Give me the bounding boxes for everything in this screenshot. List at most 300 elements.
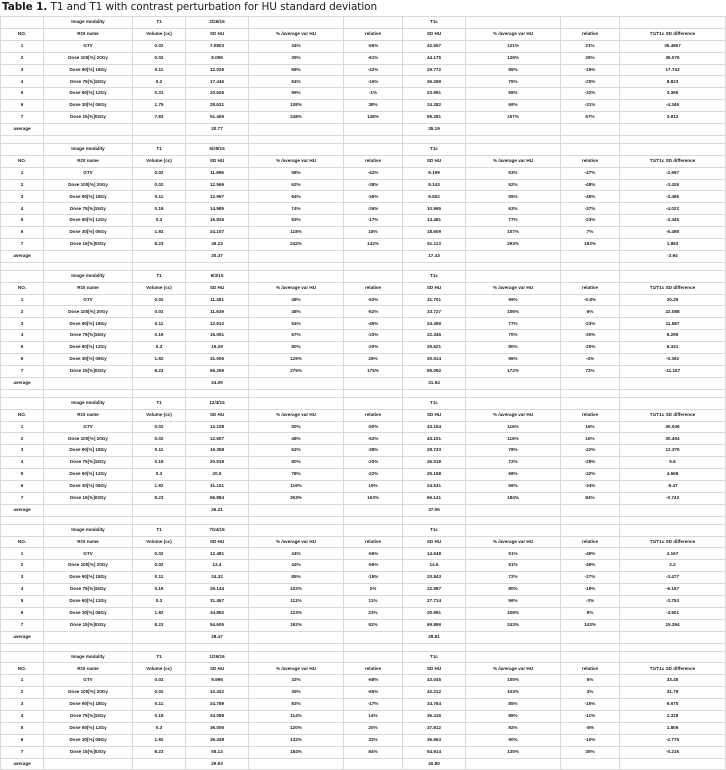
table-row: [1, 492, 726, 504]
table-row: [1, 457, 726, 469]
cell-t1c-sd-hu: 33.727: [403, 306, 466, 318]
empty-cell: [249, 504, 344, 516]
cell-volume: 0.02: [133, 433, 186, 445]
empty-cell: [249, 17, 344, 29]
column-header-row: [1, 28, 726, 40]
spacer-cell: [344, 516, 403, 524]
cell-t1c-sd-hu: 42.557: [403, 40, 466, 52]
cell-t1-relative: 175%: [344, 365, 403, 377]
cell-t1-sd-hu: 36.006: [186, 722, 249, 734]
cell-t1-relative: -17%: [344, 215, 403, 227]
cell-t1c-relative: 26%: [561, 52, 620, 64]
cell-sd-difference: -6.47: [620, 480, 726, 492]
header-no: NO.: [1, 155, 44, 167]
table-row: [1, 607, 726, 619]
cell-volume: 0.31: [133, 88, 186, 100]
cell-roi-name: Dose 60[%] 12Gy: [44, 88, 133, 100]
header-t1c-pct-avg-var-hu: % /average var HU: [466, 155, 561, 167]
spacer-cell: [620, 262, 726, 270]
empty-cell: [561, 17, 620, 29]
cell-sd-difference: -3.426: [620, 179, 726, 191]
cell-t1c-relative: 3%: [561, 687, 620, 699]
spacer-cell: [403, 262, 466, 270]
cell-volume: 0.02: [133, 687, 186, 699]
cell-t1c-pct: 96%: [466, 595, 561, 607]
modality-header-row: [1, 651, 726, 663]
cell-t1-sd-hu: 12.481: [186, 548, 249, 560]
empty-cell: [620, 524, 726, 536]
header-t1-pct-avg-var-hu: % /average var HU: [249, 663, 344, 675]
cell-t1c-pct: 78%: [466, 445, 561, 457]
cell-t1c-pct: 69%: [466, 100, 561, 112]
header-t1c-relative: relative: [561, 282, 620, 294]
cell-t1c-pct: 77%: [466, 215, 561, 227]
cell-t1c-pct: 77%: [466, 318, 561, 330]
cell-t1c-pct: 157%: [466, 112, 561, 124]
empty-cell: [344, 651, 403, 663]
cell-volume: 0.11: [133, 445, 186, 457]
empty-cell: [344, 504, 403, 516]
cell-t1-relative: -16%: [344, 76, 403, 88]
cell-volume: 0.2: [133, 76, 186, 88]
cell-t1c-relative: -30%: [561, 330, 620, 342]
header-t1-group: T1: [133, 143, 186, 155]
cell-sd-difference: 12.375: [620, 445, 726, 457]
cell-t1c-pct: 85%: [466, 699, 561, 711]
cell-sd-difference: -2.775: [620, 734, 726, 746]
modality-header-row: [1, 143, 726, 155]
cell-t1-pct: 74%: [249, 203, 344, 215]
header-image-modality: Image modality: [44, 143, 133, 155]
cell-t1-relative: 11%: [344, 595, 403, 607]
cell-volume: 1.92: [133, 480, 186, 492]
table-row: [1, 100, 726, 112]
spacer-cell: [561, 643, 620, 651]
empty-cell: [133, 758, 186, 770]
empty-cell: [44, 377, 133, 389]
cell-sd-difference: -5.498: [620, 227, 726, 239]
cell-t1c-sd-hu: 18.609: [403, 227, 466, 239]
empty-cell: [133, 124, 186, 136]
cell-roi-name: GTV: [44, 421, 133, 433]
cell-sd-difference: 15.294: [620, 619, 726, 631]
cell-sd-difference: 2.328: [620, 710, 726, 722]
cell-t1-pct: 248%: [249, 112, 344, 124]
cell-t1c-sd-hu: 9.502: [403, 191, 466, 203]
header-t1c-group: T1c: [403, 651, 466, 663]
cell-t1c-sd-hu: 34.764: [403, 699, 466, 711]
cell-roi-name: Dose 30[%] 06Gy: [44, 480, 133, 492]
cell-t1-relative: -50%: [344, 421, 403, 433]
cell-t1c-pct: 90%: [466, 734, 561, 746]
cell-no: 3: [1, 699, 44, 711]
cell-t1-pct: 83%: [249, 699, 344, 711]
cell-t1-relative: 142%: [344, 239, 403, 251]
cell-no: 6: [1, 480, 44, 492]
cell-roi-name: Dose 100[%] 20Gy: [44, 306, 133, 318]
header-roi-name: ROI name: [44, 409, 133, 421]
cell-t1-relative: -52%: [344, 306, 403, 318]
header-t1-relative: relative: [344, 409, 403, 421]
cell-sd-difference: 35.4967: [620, 40, 726, 52]
cell-no: 1: [1, 675, 44, 687]
cell-t1-pct: 67%: [249, 330, 344, 342]
cell-t1-relative: -38%: [344, 179, 403, 191]
header-t1-pct-avg-var-hu: % /average var HU: [249, 409, 344, 421]
header-volume: Volume (cc): [133, 28, 186, 40]
cell-roi-name: Dose 30[%] 06Gy: [44, 100, 133, 112]
cell-volume: 0.02: [133, 52, 186, 64]
table-row: [1, 572, 726, 584]
header-t1-relative: relative: [344, 28, 403, 40]
cell-average-sd-difference: [620, 504, 726, 516]
cell-t1c-sd-hu: 23.991: [403, 88, 466, 100]
spacer-cell: [561, 135, 620, 143]
cell-average-t1-sd-hu: 26.21: [186, 504, 249, 516]
cell-t1c-relative: -32%: [561, 88, 620, 100]
cell-no: 7: [1, 239, 44, 251]
cell-volume: 0.19: [133, 203, 186, 215]
cell-sd-difference: 6.331: [620, 342, 726, 354]
cell-t1c-pct: 108%: [466, 607, 561, 619]
empty-cell: [561, 758, 620, 770]
header-volume: Volume (cc): [133, 282, 186, 294]
empty-cell: [344, 631, 403, 643]
cell-no: 3: [1, 191, 44, 203]
cell-t1-pct: 83%: [249, 215, 344, 227]
cell-roi-name: Dose 90[%] 18Gy: [44, 191, 133, 203]
cell-t1-pct: 62%: [249, 445, 344, 457]
cell-volume: 0.11: [133, 318, 186, 330]
cell-t1-sd-hu: 31.006: [186, 354, 249, 366]
cell-t1-pct: 192%: [249, 619, 344, 631]
table-spacer-row: [1, 643, 726, 651]
cell-t1-pct: 48%: [249, 433, 344, 445]
header-no: NO.: [1, 536, 44, 548]
cell-t1-pct: 62%: [249, 179, 344, 191]
cell-t1c-pct: 121%: [466, 40, 561, 52]
cell-t1-sd-hu: 34.088: [186, 710, 249, 722]
table-row: [1, 330, 726, 342]
cell-volume: 0.3: [133, 342, 186, 354]
cell-t1c-relative: 5%: [561, 675, 620, 687]
empty-cell: [344, 397, 403, 409]
cell-average-t1c-sd-hu: 37.06: [403, 504, 466, 516]
cell-volume: 0.11: [133, 64, 186, 76]
cell-t1c-pct: 53%: [466, 167, 561, 179]
table-row: [1, 40, 726, 52]
block-date: 5/29/15: [186, 143, 249, 155]
cell-average-sd-difference: [620, 377, 726, 389]
table-row: [1, 227, 726, 239]
label-average: average: [1, 377, 44, 389]
cell-sd-difference: -11.167: [620, 365, 726, 377]
spacer-cell: [466, 516, 561, 524]
cell-roi-name: Dose 100[%] 20Gy: [44, 560, 133, 572]
cell-t1c-relative: -23%: [561, 215, 620, 227]
cell-average-sd-difference: [620, 631, 726, 643]
cell-t1-sd-hu: 16.826: [186, 215, 249, 227]
cell-t1c-sd-hu: 20.843: [403, 572, 466, 584]
cell-sd-difference: 2.167: [620, 548, 726, 560]
cell-t1-pct: 48%: [249, 306, 344, 318]
cell-t1c-pct: 92%: [466, 722, 561, 734]
cell-roi-name: Dose 100[%] 20Gy: [44, 433, 133, 445]
cell-t1c-sd-hu: 9.143: [403, 179, 466, 191]
spacer-cell: [403, 516, 466, 524]
header-volume: Volume (cc): [133, 536, 186, 548]
data-table: [0, 16, 726, 770]
cell-t1c-pct: 72%: [466, 572, 561, 584]
header-t1-sd-hu: SD HU: [186, 409, 249, 421]
header-sd-difference: T1/T1c SD difference: [620, 282, 726, 294]
header-volume: Volume (cc): [133, 155, 186, 167]
cell-t1-relative: -52%: [344, 294, 403, 306]
cell-t1-relative: -22%: [344, 469, 403, 481]
cell-t1c-pct: 80%: [466, 342, 561, 354]
table-spacer-row: [1, 262, 726, 270]
cell-sd-difference: -3.477: [620, 572, 726, 584]
spacer-cell: [466, 135, 561, 143]
spacer-cell: [249, 262, 344, 270]
cell-t1c-sd-hu: 22.987: [403, 584, 466, 596]
table-row: [1, 734, 726, 746]
modality-header-row: [1, 17, 726, 29]
table-row: [1, 76, 726, 88]
header-t1c-group: T1c: [403, 143, 466, 155]
empty-cell: [561, 504, 620, 516]
spacer-cell: [186, 516, 249, 524]
header-t1c-relative: relative: [561, 409, 620, 421]
cell-no: 3: [1, 445, 44, 457]
cell-t1-sd-hu: 17.446: [186, 76, 249, 88]
cell-t1c-relative: -8%: [561, 722, 620, 734]
empty-cell: [344, 524, 403, 536]
cell-no: 2: [1, 433, 44, 445]
cell-roi-name: Dose 75[%]15Gy: [44, 76, 133, 88]
cell-t1c-pct: 70%: [466, 330, 561, 342]
label-average: average: [1, 250, 44, 262]
cell-t1-pct: 58%: [249, 64, 344, 76]
cell-t1c-relative: 16%: [561, 421, 620, 433]
block-date: 9/3/15: [186, 270, 249, 282]
cell-no: 7: [1, 492, 44, 504]
cell-t1-sd-hu: 12.997: [186, 191, 249, 203]
empty-cell: [249, 250, 344, 262]
cell-t1c-relative: 9%: [561, 607, 620, 619]
cell-t1-relative: -33%: [344, 330, 403, 342]
cell-t1c-sd-hu: 24.499: [403, 318, 466, 330]
cell-average-t1c-sd-hu: 17.43: [403, 250, 466, 262]
empty-cell: [249, 758, 344, 770]
cell-t1-sd-hu: 51.469: [186, 112, 249, 124]
cell-t1c-pct: 63%: [466, 203, 561, 215]
cell-sd-difference: 36.076: [620, 52, 726, 64]
cell-no: 5: [1, 342, 44, 354]
cell-sd-difference: 33.45: [620, 675, 726, 687]
table-row: [1, 699, 726, 711]
empty-cell: [344, 143, 403, 155]
cell-t1c-sd-hu: 10.965: [403, 203, 466, 215]
header-t1-sd-hu: SD HU: [186, 155, 249, 167]
cell-t1c-sd-hu: 25.168: [403, 469, 466, 481]
table-row: [1, 294, 726, 306]
spacer-cell: [186, 643, 249, 651]
cell-no: 4: [1, 203, 44, 215]
cell-t1c-sd-hu: 22.346: [403, 330, 466, 342]
spacer-cell: [1, 389, 44, 397]
cell-volume: 7.83: [133, 112, 186, 124]
header-no: NO.: [1, 282, 44, 294]
cell-t1-pct: 129%: [249, 354, 344, 366]
header-t1-sd-hu: SD HU: [186, 536, 249, 548]
cell-t1c-pct: 89%: [466, 710, 561, 722]
empty-cell: [466, 524, 561, 536]
empty-cell: [44, 250, 133, 262]
cell-no: 4: [1, 710, 44, 722]
cell-volume: 1.92: [133, 227, 186, 239]
cell-roi-name: Dose 90[%] 18Gy: [44, 699, 133, 711]
cell-t1c-sd-hu: 30.991: [403, 607, 466, 619]
cell-t1c-relative: -22%: [561, 445, 620, 457]
cell-t1c-pct: 51%: [466, 560, 561, 572]
cell-no: 6: [1, 734, 44, 746]
header-t1c-sd-hu: SD HU: [403, 409, 466, 421]
header-t1-sd-hu: SD HU: [186, 28, 249, 40]
table-row: [1, 710, 726, 722]
table-row: [1, 342, 726, 354]
cell-roi-name: GTV: [44, 167, 133, 179]
cell-t1-relative: 163%: [344, 492, 403, 504]
spacer-cell: [344, 389, 403, 397]
modality-header-row: [1, 524, 726, 536]
cell-roi-name: Dose 15[%]03Gy: [44, 365, 133, 377]
average-row: [1, 250, 726, 262]
table-row: [1, 619, 726, 631]
header-t1c-group: T1c: [403, 270, 466, 282]
cell-t1c-relative: -27%: [561, 572, 620, 584]
cell-t1-sd-hu: 28.631: [186, 100, 249, 112]
cell-volume: 0.02: [133, 560, 186, 572]
empty-cell: [561, 651, 620, 663]
cell-t1c-relative: 143%: [561, 619, 620, 631]
block-date: 12/3/15: [186, 397, 249, 409]
spacer-cell: [561, 262, 620, 270]
cell-t1-pct: 44%: [249, 548, 344, 560]
header-t1c-relative: relative: [561, 155, 620, 167]
cell-t1c-sd-hu: 26.518: [403, 457, 466, 469]
cell-sd-difference: -3.901: [620, 607, 726, 619]
empty-cell: [44, 504, 133, 516]
cell-no: 6: [1, 354, 44, 366]
spacer-cell: [466, 262, 561, 270]
header-sd-difference: T1/T1c SD difference: [620, 409, 726, 421]
cell-t1-pct: 118%: [249, 227, 344, 239]
cell-t1c-sd-hu: 44.175: [403, 52, 466, 64]
empty-cell: [620, 143, 726, 155]
header-t1-group: T1: [133, 270, 186, 282]
cell-t1c-sd-hu: 9.199: [403, 167, 466, 179]
cell-t1-relative: -61%: [344, 52, 403, 64]
empty-cell: [1, 17, 44, 29]
cell-t1c-sd-hu: 43.154: [403, 421, 466, 433]
cell-t1c-sd-hu: 36.663: [403, 734, 466, 746]
cell-t1-pct: 48%: [249, 294, 344, 306]
table-row: [1, 722, 726, 734]
cell-no: 7: [1, 112, 44, 124]
empty-cell: [620, 270, 726, 282]
cell-t1-sd-hu: 31.467: [186, 595, 249, 607]
column-header-row: [1, 282, 726, 294]
cell-t1-relative: -46%: [344, 318, 403, 330]
average-row: [1, 377, 726, 389]
cell-t1-pct: 54%: [249, 318, 344, 330]
cell-volume: 1.92: [133, 354, 186, 366]
empty-cell: [1, 143, 44, 155]
modality-header-row: [1, 270, 726, 282]
cell-roi-name: GTV: [44, 40, 133, 52]
cell-sd-difference: 2.2: [620, 560, 726, 572]
column-header-row: [1, 155, 726, 167]
header-sd-difference: T1/T1c SD difference: [620, 28, 726, 40]
spacer-cell: [133, 262, 186, 270]
spacer-cell: [1, 135, 44, 143]
spacer-cell: [1, 643, 44, 651]
cell-t1c-relative: 6%: [561, 306, 620, 318]
cell-no: 7: [1, 365, 44, 377]
cell-volume: 0.3: [133, 469, 186, 481]
cell-t1c-sd-hu: 26.269: [403, 76, 466, 88]
cell-t1-relative: -1%: [344, 88, 403, 100]
cell-roi-name: Dose 60[%] 12Gy: [44, 595, 133, 607]
cell-t1-relative: -56%: [344, 560, 403, 572]
cell-no: 4: [1, 76, 44, 88]
cell-no: 7: [1, 746, 44, 758]
cell-volume: 8.23: [133, 619, 186, 631]
header-t1c-group: T1c: [403, 524, 466, 536]
cell-roi-name: Dose 75[%]15Gy: [44, 203, 133, 215]
spacer-cell: [620, 516, 726, 524]
header-t1c-pct-avg-var-hu: % /average var HU: [466, 663, 561, 675]
label-average: average: [1, 631, 44, 643]
cell-t1c-relative: -3%: [561, 595, 620, 607]
table-row: [1, 191, 726, 203]
table-row: [1, 239, 726, 251]
cell-sd-difference: 1.883: [620, 239, 726, 251]
cell-sd-difference: -4.022: [620, 203, 726, 215]
empty-cell: [466, 504, 561, 516]
cell-t1-relative: 29%: [344, 354, 403, 366]
cell-t1-pct: 34%: [249, 40, 344, 52]
column-header-row: [1, 663, 726, 675]
cell-volume: 0.02: [133, 548, 186, 560]
cell-t1c-pct: 107%: [466, 227, 561, 239]
cell-t1c-relative: -37%: [561, 203, 620, 215]
header-t1c-relative: relative: [561, 536, 620, 548]
empty-cell: [620, 17, 726, 29]
cell-t1c-sd-hu: 29.772: [403, 64, 466, 76]
cell-roi-name: Dose 15[%]03Gy: [44, 619, 133, 631]
cell-volume: 0.02: [133, 179, 186, 191]
cell-t1c-relative: -49%: [561, 560, 620, 572]
cell-t1c-pct: 243%: [466, 619, 561, 631]
spacer-cell: [561, 516, 620, 524]
cell-no: 5: [1, 215, 44, 227]
empty-cell: [466, 270, 561, 282]
empty-cell: [466, 651, 561, 663]
cell-t1-pct: 85%: [249, 572, 344, 584]
cell-t1-relative: 14%: [344, 710, 403, 722]
